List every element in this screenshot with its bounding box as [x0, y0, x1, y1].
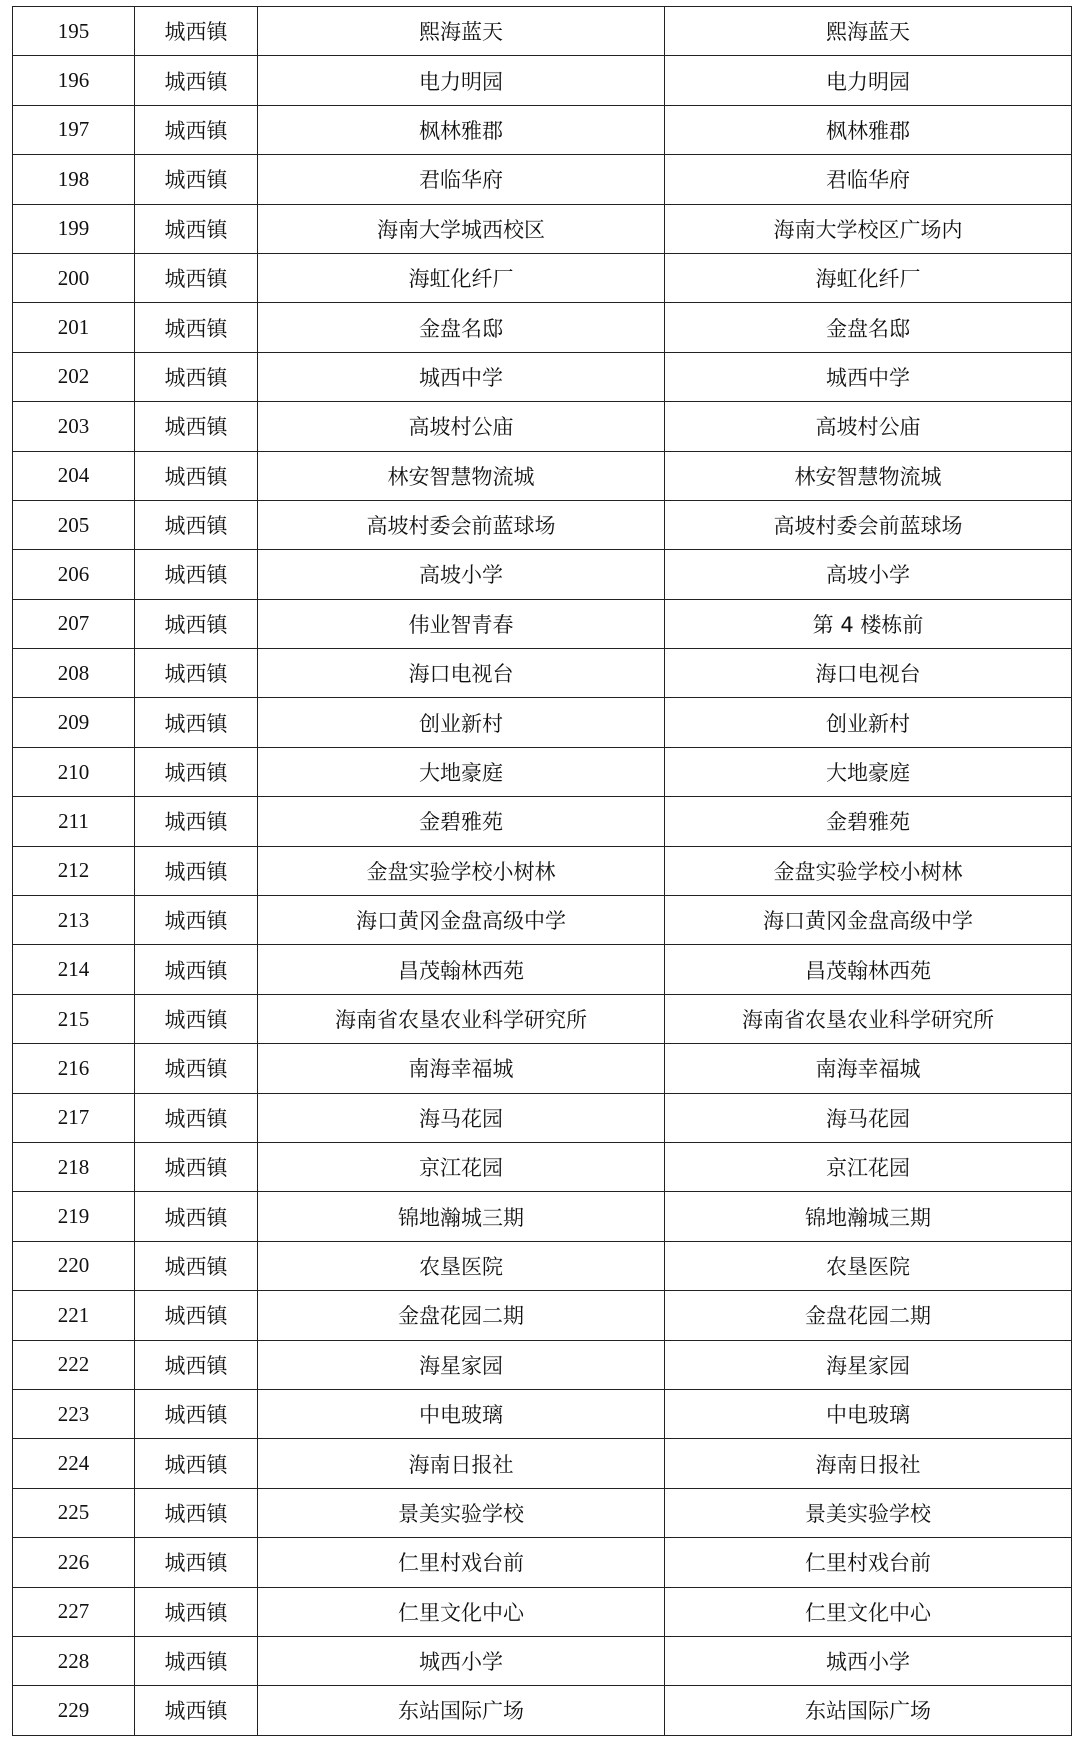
row-number-cell: 227: [13, 1587, 135, 1636]
town-cell: 城西镇: [135, 1587, 258, 1636]
site-name-cell: 君临华府: [258, 155, 665, 204]
document-page: [12, 6, 1071, 1736]
town-cell: 城西镇: [135, 945, 258, 994]
table-row: [13, 1044, 1072, 1093]
row-number-cell: 204: [13, 451, 135, 500]
table-row: [13, 105, 1072, 154]
town-cell: 城西镇: [135, 105, 258, 154]
town-cell: 城西镇: [135, 451, 258, 500]
site-location-cell: 农垦医院: [665, 1241, 1072, 1290]
table-row: [13, 303, 1072, 352]
table-row: [13, 1241, 1072, 1290]
site-name-cell: 仁里村戏台前: [258, 1538, 665, 1587]
town-cell: 城西镇: [135, 747, 258, 796]
site-location-cell: 电力明园: [665, 56, 1072, 105]
town-cell: 城西镇: [135, 896, 258, 945]
row-number-cell: 215: [13, 994, 135, 1043]
row-number-cell: 199: [13, 204, 135, 253]
site-name-cell: 海口黄冈金盘高级中学: [258, 896, 665, 945]
row-number-cell: 214: [13, 945, 135, 994]
site-location-cell: 海星家园: [665, 1340, 1072, 1389]
site-name-cell: 中电玻璃: [258, 1389, 665, 1438]
row-number-cell: 205: [13, 500, 135, 549]
site-location-cell: 高坡小学: [665, 550, 1072, 599]
site-location-cell: 金盘名邸: [665, 303, 1072, 352]
site-name-cell: 仁里文化中心: [258, 1587, 665, 1636]
town-cell: 城西镇: [135, 1686, 258, 1735]
town-cell: 城西镇: [135, 56, 258, 105]
row-number-cell: 196: [13, 56, 135, 105]
row-number-cell: 211: [13, 797, 135, 846]
row-number-cell: 202: [13, 352, 135, 401]
site-location-cell: 高坡村公庙: [665, 402, 1072, 451]
site-location-cell: 海虹化纤厂: [665, 253, 1072, 302]
row-number-cell: 217: [13, 1093, 135, 1142]
site-location-cell: 海南省农垦农业科学研究所: [665, 994, 1072, 1043]
row-number-cell: 213: [13, 896, 135, 945]
table-row: [13, 352, 1072, 401]
site-name-cell: 南海幸福城: [258, 1044, 665, 1093]
row-number-cell: 209: [13, 698, 135, 747]
location-table: [12, 6, 1072, 1736]
site-name-cell: 海星家园: [258, 1340, 665, 1389]
site-location-cell: 仁里村戏台前: [665, 1538, 1072, 1587]
table-body: [13, 7, 1072, 1736]
site-name-cell: 海口电视台: [258, 649, 665, 698]
table-row: [13, 994, 1072, 1043]
row-number-cell: 223: [13, 1389, 135, 1438]
town-cell: 城西镇: [135, 1636, 258, 1685]
row-number-cell: 222: [13, 1340, 135, 1389]
site-name-cell: 景美实验学校: [258, 1488, 665, 1537]
table-row: [13, 945, 1072, 994]
site-name-cell: 东站国际广场: [258, 1686, 665, 1735]
row-number-cell: 225: [13, 1488, 135, 1537]
site-location-cell: 东站国际广场: [665, 1686, 1072, 1735]
site-name-cell: 高坡村委会前蓝球场: [258, 500, 665, 549]
table-row: [13, 649, 1072, 698]
site-name-cell: 海虹化纤厂: [258, 253, 665, 302]
site-location-cell: 君临华府: [665, 155, 1072, 204]
site-location-cell: 第 4 楼栋前: [665, 599, 1072, 648]
site-name-cell: 锦地瀚城三期: [258, 1192, 665, 1241]
row-number-cell: 207: [13, 599, 135, 648]
site-location-cell: 景美实验学校: [665, 1488, 1072, 1537]
site-location-cell: 京江花园: [665, 1142, 1072, 1191]
site-name-cell: 高坡村公庙: [258, 402, 665, 451]
site-location-cell: 海南大学校区广场内: [665, 204, 1072, 253]
table-row: [13, 204, 1072, 253]
site-name-cell: 城西中学: [258, 352, 665, 401]
site-name-cell: 电力明园: [258, 56, 665, 105]
table-row: [13, 550, 1072, 599]
table-row: [13, 846, 1072, 895]
town-cell: 城西镇: [135, 7, 258, 56]
table-row: [13, 1538, 1072, 1587]
site-location-cell: 高坡村委会前蓝球场: [665, 500, 1072, 549]
site-location-cell: 海南日报社: [665, 1439, 1072, 1488]
table-row: [13, 1389, 1072, 1438]
site-name-cell: 枫林雅郡: [258, 105, 665, 154]
site-location-cell: 中电玻璃: [665, 1389, 1072, 1438]
town-cell: 城西镇: [135, 1439, 258, 1488]
town-cell: 城西镇: [135, 1044, 258, 1093]
row-number-cell: 212: [13, 846, 135, 895]
site-location-cell: 海口电视台: [665, 649, 1072, 698]
town-cell: 城西镇: [135, 500, 258, 549]
site-name-cell: 熙海蓝天: [258, 7, 665, 56]
site-name-cell: 昌茂翰林西苑: [258, 945, 665, 994]
town-cell: 城西镇: [135, 1538, 258, 1587]
table-row: [13, 1587, 1072, 1636]
site-location-cell: 城西小学: [665, 1636, 1072, 1685]
row-number-cell: 221: [13, 1291, 135, 1340]
table-row: [13, 797, 1072, 846]
site-location-cell: 海马花园: [665, 1093, 1072, 1142]
site-location-cell: 熙海蓝天: [665, 7, 1072, 56]
table-row: [13, 747, 1072, 796]
site-name-cell: 城西小学: [258, 1636, 665, 1685]
town-cell: 城西镇: [135, 1488, 258, 1537]
row-number-cell: 208: [13, 649, 135, 698]
town-cell: 城西镇: [135, 698, 258, 747]
site-location-cell: 昌茂翰林西苑: [665, 945, 1072, 994]
town-cell: 城西镇: [135, 1241, 258, 1290]
town-cell: 城西镇: [135, 1291, 258, 1340]
site-name-cell: 大地豪庭: [258, 747, 665, 796]
town-cell: 城西镇: [135, 155, 258, 204]
town-cell: 城西镇: [135, 253, 258, 302]
site-name-cell: 海南日报社: [258, 1439, 665, 1488]
table-row: [13, 698, 1072, 747]
site-name-cell: 海南大学城西校区: [258, 204, 665, 253]
site-name-cell: 伟业智青春: [258, 599, 665, 648]
row-number-cell: 219: [13, 1192, 135, 1241]
town-cell: 城西镇: [135, 1389, 258, 1438]
table-row: [13, 155, 1072, 204]
table-row: [13, 1686, 1072, 1735]
table-row: [13, 1488, 1072, 1537]
site-location-cell: 金碧雅苑: [665, 797, 1072, 846]
row-number-cell: 210: [13, 747, 135, 796]
row-number-cell: 198: [13, 155, 135, 204]
site-location-cell: 金盘实验学校小树林: [665, 846, 1072, 895]
table-row: [13, 1291, 1072, 1340]
town-cell: 城西镇: [135, 649, 258, 698]
town-cell: 城西镇: [135, 550, 258, 599]
row-number-cell: 195: [13, 7, 135, 56]
table-row: [13, 1340, 1072, 1389]
table-row: [13, 1093, 1072, 1142]
row-number-cell: 203: [13, 402, 135, 451]
row-number-cell: 228: [13, 1636, 135, 1685]
table-row: [13, 253, 1072, 302]
row-number-cell: 216: [13, 1044, 135, 1093]
site-name-cell: 海马花园: [258, 1093, 665, 1142]
site-location-cell: 林安智慧物流城: [665, 451, 1072, 500]
town-cell: 城西镇: [135, 599, 258, 648]
row-number-cell: 197: [13, 105, 135, 154]
site-name-cell: 创业新村: [258, 698, 665, 747]
row-number-cell: 220: [13, 1241, 135, 1290]
table-row: [13, 1142, 1072, 1191]
site-location-cell: 锦地瀚城三期: [665, 1192, 1072, 1241]
site-name-cell: 林安智慧物流城: [258, 451, 665, 500]
row-number-cell: 224: [13, 1439, 135, 1488]
table-row: [13, 451, 1072, 500]
town-cell: 城西镇: [135, 1142, 258, 1191]
site-name-cell: 金碧雅苑: [258, 797, 665, 846]
town-cell: 城西镇: [135, 352, 258, 401]
site-location-cell: 仁里文化中心: [665, 1587, 1072, 1636]
table-row: [13, 402, 1072, 451]
table-row: [13, 56, 1072, 105]
table-row: [13, 896, 1072, 945]
site-location-cell: 大地豪庭: [665, 747, 1072, 796]
town-cell: 城西镇: [135, 402, 258, 451]
site-location-cell: 枫林雅郡: [665, 105, 1072, 154]
table-row: [13, 1192, 1072, 1241]
site-location-cell: 南海幸福城: [665, 1044, 1072, 1093]
town-cell: 城西镇: [135, 846, 258, 895]
site-location-cell: 城西中学: [665, 352, 1072, 401]
town-cell: 城西镇: [135, 994, 258, 1043]
town-cell: 城西镇: [135, 797, 258, 846]
town-cell: 城西镇: [135, 1340, 258, 1389]
row-number-cell: 201: [13, 303, 135, 352]
site-name-cell: 海南省农垦农业科学研究所: [258, 994, 665, 1043]
town-cell: 城西镇: [135, 1093, 258, 1142]
row-number-cell: 206: [13, 550, 135, 599]
site-location-cell: 创业新村: [665, 698, 1072, 747]
site-location-cell: 海口黄冈金盘高级中学: [665, 896, 1072, 945]
site-name-cell: 金盘名邸: [258, 303, 665, 352]
table-row: [13, 1439, 1072, 1488]
row-number-cell: 218: [13, 1142, 135, 1191]
row-number-cell: 200: [13, 253, 135, 302]
site-name-cell: 京江花园: [258, 1142, 665, 1191]
site-name-cell: 高坡小学: [258, 550, 665, 599]
table-row: [13, 1636, 1072, 1685]
site-location-cell: 金盘花园二期: [665, 1291, 1072, 1340]
table-row: [13, 599, 1072, 648]
table-row: [13, 7, 1072, 56]
town-cell: 城西镇: [135, 1192, 258, 1241]
table-row: [13, 500, 1072, 549]
site-name-cell: 农垦医院: [258, 1241, 665, 1290]
site-name-cell: 金盘花园二期: [258, 1291, 665, 1340]
row-number-cell: 226: [13, 1538, 135, 1587]
site-name-cell: 金盘实验学校小树林: [258, 846, 665, 895]
town-cell: 城西镇: [135, 303, 258, 352]
row-number-cell: 229: [13, 1686, 135, 1735]
town-cell: 城西镇: [135, 204, 258, 253]
